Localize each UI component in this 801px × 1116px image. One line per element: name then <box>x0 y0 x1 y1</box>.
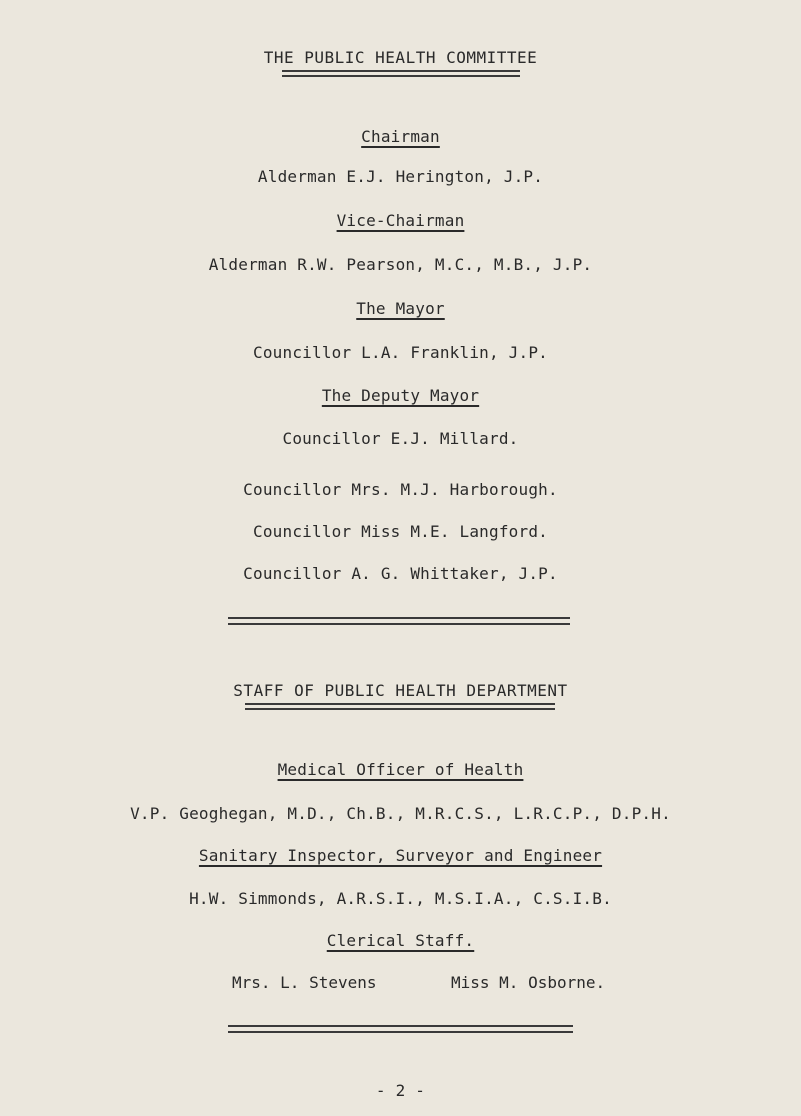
clerical-staff-heading: Clerical Staff. <box>326 931 475 950</box>
member-line: Councillor A. G. Whittaker, J.P. <box>243 564 558 583</box>
clerical-staff-member: Mrs. L. Stevens <box>232 973 377 992</box>
title-underline-2 <box>282 75 520 77</box>
mayor-heading: The Mayor <box>356 299 445 318</box>
sanitary-inspector-heading: Sanitary Inspector, Surveyor and Engineer <box>198 846 603 865</box>
medical-officer-heading: Medical Officer of Health <box>277 760 524 779</box>
clerical-staff-member: Miss M. Osborne. <box>451 973 606 992</box>
footer-divider-1 <box>228 1025 573 1027</box>
deputy-mayor-heading: The Deputy Mayor <box>321 386 480 405</box>
deputy-mayor-name: Councillor E.J. Millard. <box>282 429 519 448</box>
section-divider-1 <box>228 617 570 619</box>
section-divider-2 <box>228 623 570 625</box>
staff-title-underline-2 <box>245 708 555 710</box>
staff-title: STAFF OF PUBLIC HEALTH DEPARTMENT <box>233 681 568 700</box>
committee-title: THE PUBLIC HEALTH COMMITTEE <box>263 48 538 67</box>
clerical-staff-row <box>0 973 801 995</box>
vice-chairman-heading: Vice-Chairman <box>336 211 465 230</box>
member-line: Councillor Miss M.E. Langford. <box>253 522 548 541</box>
mayor-name: Councillor L.A. Franklin, J.P. <box>253 343 548 362</box>
vice-chairman-name: Alderman R.W. Pearson, M.C., M.B., J.P. <box>208 255 593 274</box>
member-line: Councillor Mrs. M.J. Harborough. <box>243 480 558 499</box>
footer-divider-2 <box>228 1031 573 1033</box>
chairman-name: Alderman E.J. Herington, J.P. <box>257 167 544 186</box>
page-number: - 2 - <box>375 1081 426 1100</box>
staff-title-underline-1 <box>245 703 555 705</box>
chairman-heading: Chairman <box>361 127 440 146</box>
medical-officer-name: V.P. Geoghegan, M.D., Ch.B., M.R.C.S., L.R.C.P., D.P.H. <box>130 804 671 823</box>
title-underline-1 <box>282 70 520 72</box>
sanitary-inspector-name: H.W. Simmonds, A.R.S.I., M.S.I.A., C.S.I.B. <box>189 889 612 908</box>
